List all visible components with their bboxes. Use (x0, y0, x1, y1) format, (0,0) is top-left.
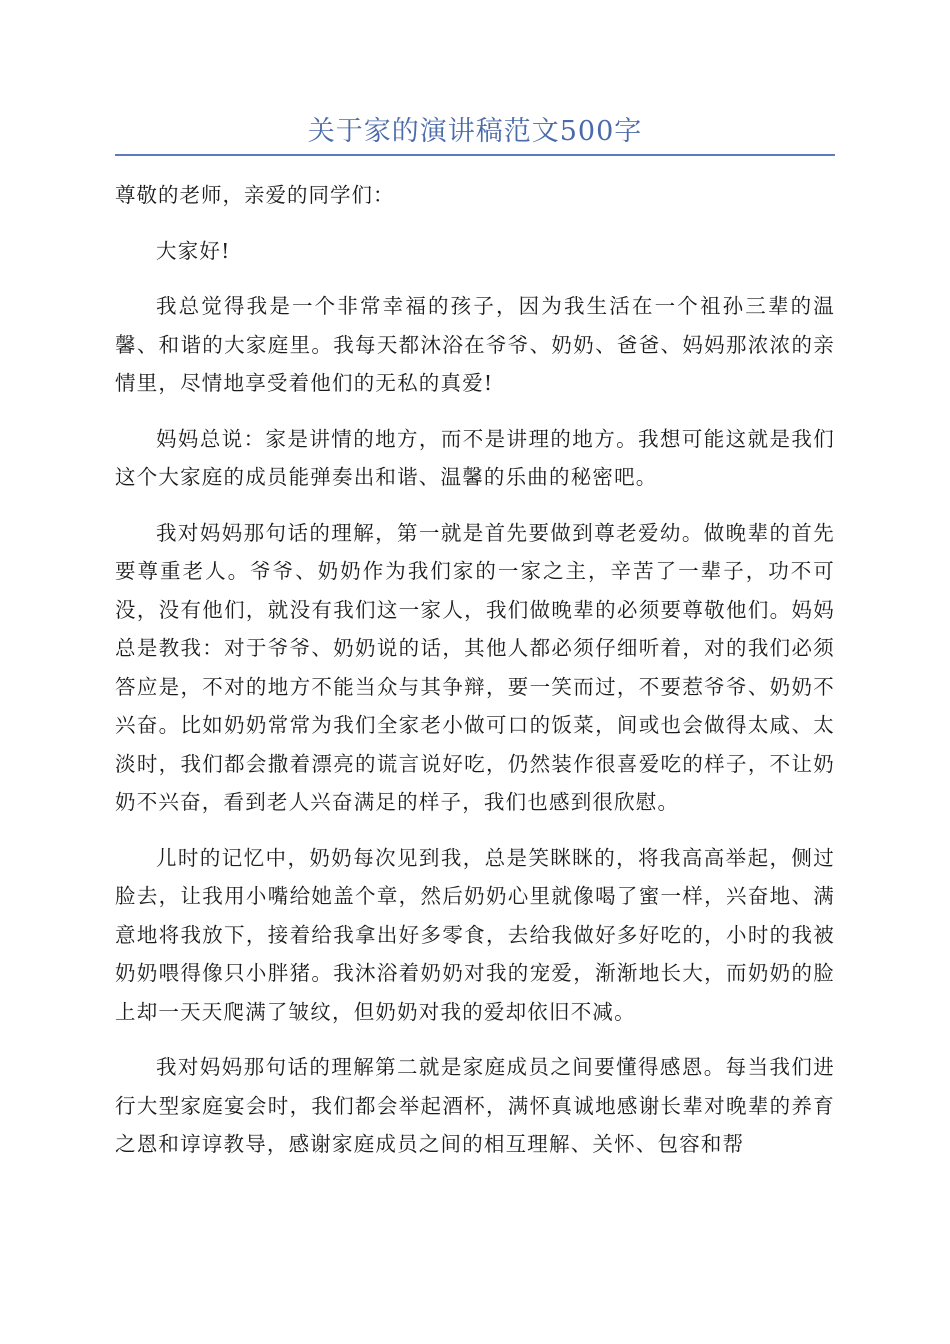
document-title: 关于家的演讲稿范文500字 (307, 116, 643, 147)
paragraph: 妈妈总说：家是讲情的地方，而不是讲理的地方。我想可能这就是我们这个大家庭的成员能弹奏出和谐、温馨的乐曲的秘密吧。 (115, 426, 835, 489)
paragraph: 我总觉得我是一个非常幸福的孩子，因为我生活在一个祖孙三辈的温馨、和谐的大家庭里。我每天都沐浴在爷爷、奶奶、爸爸、妈妈那浓浓的亲情里，尽情地享受着他们的无私的真爱! (115, 294, 835, 395)
paragraph-greeting: 大家好! (156, 238, 231, 263)
title-underline (115, 154, 835, 156)
document-body (115, 176, 835, 1181)
salutation: 尊敬的老师，亲爱的同学们： (115, 183, 395, 207)
paragraph: 我对妈妈那句话的理解第二就是家庭成员之间要懂得感恩。每当我们进行大型家庭宴会时，我们都会举起酒杯，满怀真诚地感谢长辈对晚辈的养育之恩和谆谆教导，感谢家庭成员之间的相互理解、关怀、包容和帮 (115, 1055, 835, 1156)
paragraph: 儿时的记忆中，奶奶每次见到我，总是笑眯眯的，将我高高举起，侧过脸去，让我用小嘴给她盖个章，然后奶奶心里就像喝了蜜一样，兴奋地、满意地将我放下，接着给我拿出好多零食，去给我做好多好吃的，小时的我被奶奶喂得像只小胖猪。我沐浴着奶奶对我的宠爱，渐渐地长大，而奶奶的脸上却一天天爬满了皱纹，但奶奶对我的爱却依旧不减。 (115, 845, 835, 1024)
paragraph: 我对妈妈那句话的理解，第一就是首先要做到尊老爱幼。做晚辈的首先要尊重老人。爷爷、奶奶作为我们家的一家之主，辛苦了一辈子，功不可没，没有他们，就没有我们这一家人，我们做晚辈的必须要尊敬他们。妈妈总是教我：对于爷爷、奶奶说的话，其他人都必须仔细听着，对的我们必须答应是，不对的地方不能当众与其争辩，要一笑而过，不要惹爷爷、奶奶不兴奋。比如奶奶常常为我们全家老小做可口的饭菜，间或也会做得太咸、太淡时，我们都会撒着漂亮的谎言说好吃，仍然装作很喜爱吃的样子，不让奶奶不兴奋，看到老人兴奋满足的样子，我们也感到很欣慰。 (115, 520, 835, 814)
